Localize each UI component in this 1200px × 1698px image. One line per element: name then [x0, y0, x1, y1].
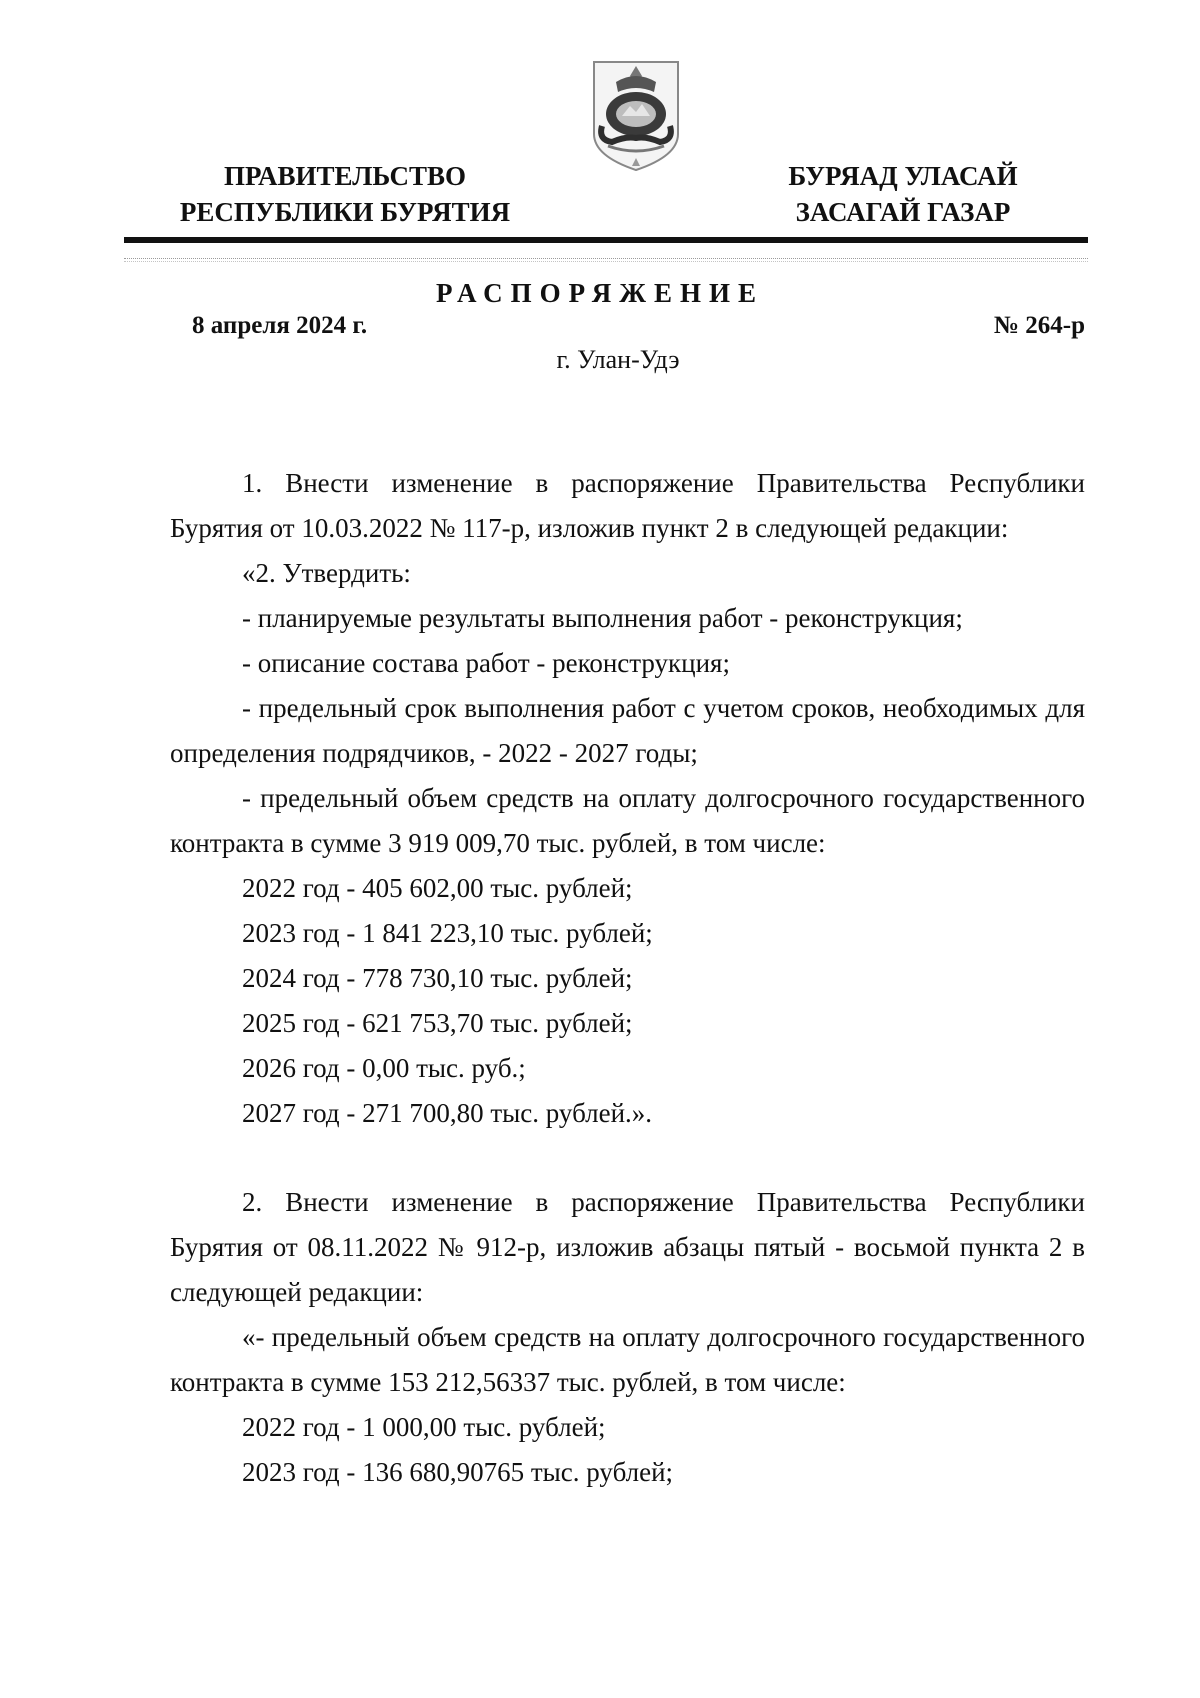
volume-paragraph-1: - предельный объем средств на оплату долгосрочного государственного контракта в сумме 3 919 009,70 тыс. рублей, в том числе:	[170, 783, 1085, 858]
approve-line: «2. Утвердить:	[242, 558, 411, 588]
year-line: 2023 год - 1 841 223,10 тыс. рублей;	[242, 918, 653, 948]
year-line: 2022 год - 1 000,00 тыс. рублей;	[242, 1412, 606, 1442]
year-line: 2022 год - 405 602,00 тыс. рублей;	[242, 873, 633, 903]
header-divider-thick	[124, 237, 1088, 243]
org-left-line1: ПРАВИТЕЛЬСТВО	[223, 161, 467, 191]
document-number: № 264-р	[993, 312, 1085, 339]
composition-line: - описание состава работ - реконструкция;	[242, 648, 730, 678]
paragraph-2: 2. Внести изменение в распоряжение Правительства Республики Бурятия от 08.11.2022 № 912-р, изложив абзацы пятый - восьмой пункта 2 в следующей редакции:	[170, 1187, 1085, 1307]
deadline-paragraph: - предельный срок выполнения работ с учетом сроков, необходимых для определения подрядчиков, - 2022 - 2027 годы;	[170, 693, 1085, 768]
year-line: 2027 год - 271 700,80 тыс. рублей.».	[242, 1098, 653, 1128]
year-line: 2024 год - 778 730,10 тыс. рублей;	[242, 963, 633, 993]
year-line: 2023 год - 136 680,90765 тыс. рублей;	[242, 1457, 674, 1487]
year-line: 2026 год - 0,00 тыс. руб.;	[242, 1053, 526, 1083]
org-right-line1: БУРЯАД УЛАСАЙ	[788, 161, 1018, 191]
paragraph-1: 1. Внести изменение в распоряжение Правительства Республики Бурятия от 10.03.2022 № 117-р, изложив пункт 2 в следующей редакции:	[170, 468, 1085, 543]
org-right-line2: ЗАСАГАЙ ГАЗАР	[795, 197, 1011, 227]
organization-name-russian	[158, 158, 532, 230]
coat-of-arms-emblem	[586, 56, 686, 174]
document-body	[170, 461, 1085, 1495]
results-line: - планируемые результаты выполнения работ - реконструкция;	[242, 603, 963, 633]
organization-name-buryat	[752, 158, 1054, 230]
document-city: г. Улан-Удэ	[556, 345, 680, 374]
volume-paragraph-2: «- предельный объем средств на оплату долгосрочного государственного контракта в сумме 153 212,56337 тыс. рублей, в том числе:	[170, 1322, 1085, 1397]
header-divider-thin	[124, 258, 1088, 262]
org-left-line2: РЕСПУБЛИКИ БУРЯТИЯ	[179, 197, 511, 227]
document-date: 8 апреля 2024 г.	[192, 312, 368, 339]
document-type-title: РАСПОРЯЖЕНИЕ	[435, 278, 765, 308]
year-line: 2025 год - 621 753,70 тыс. рублей;	[242, 1008, 633, 1038]
